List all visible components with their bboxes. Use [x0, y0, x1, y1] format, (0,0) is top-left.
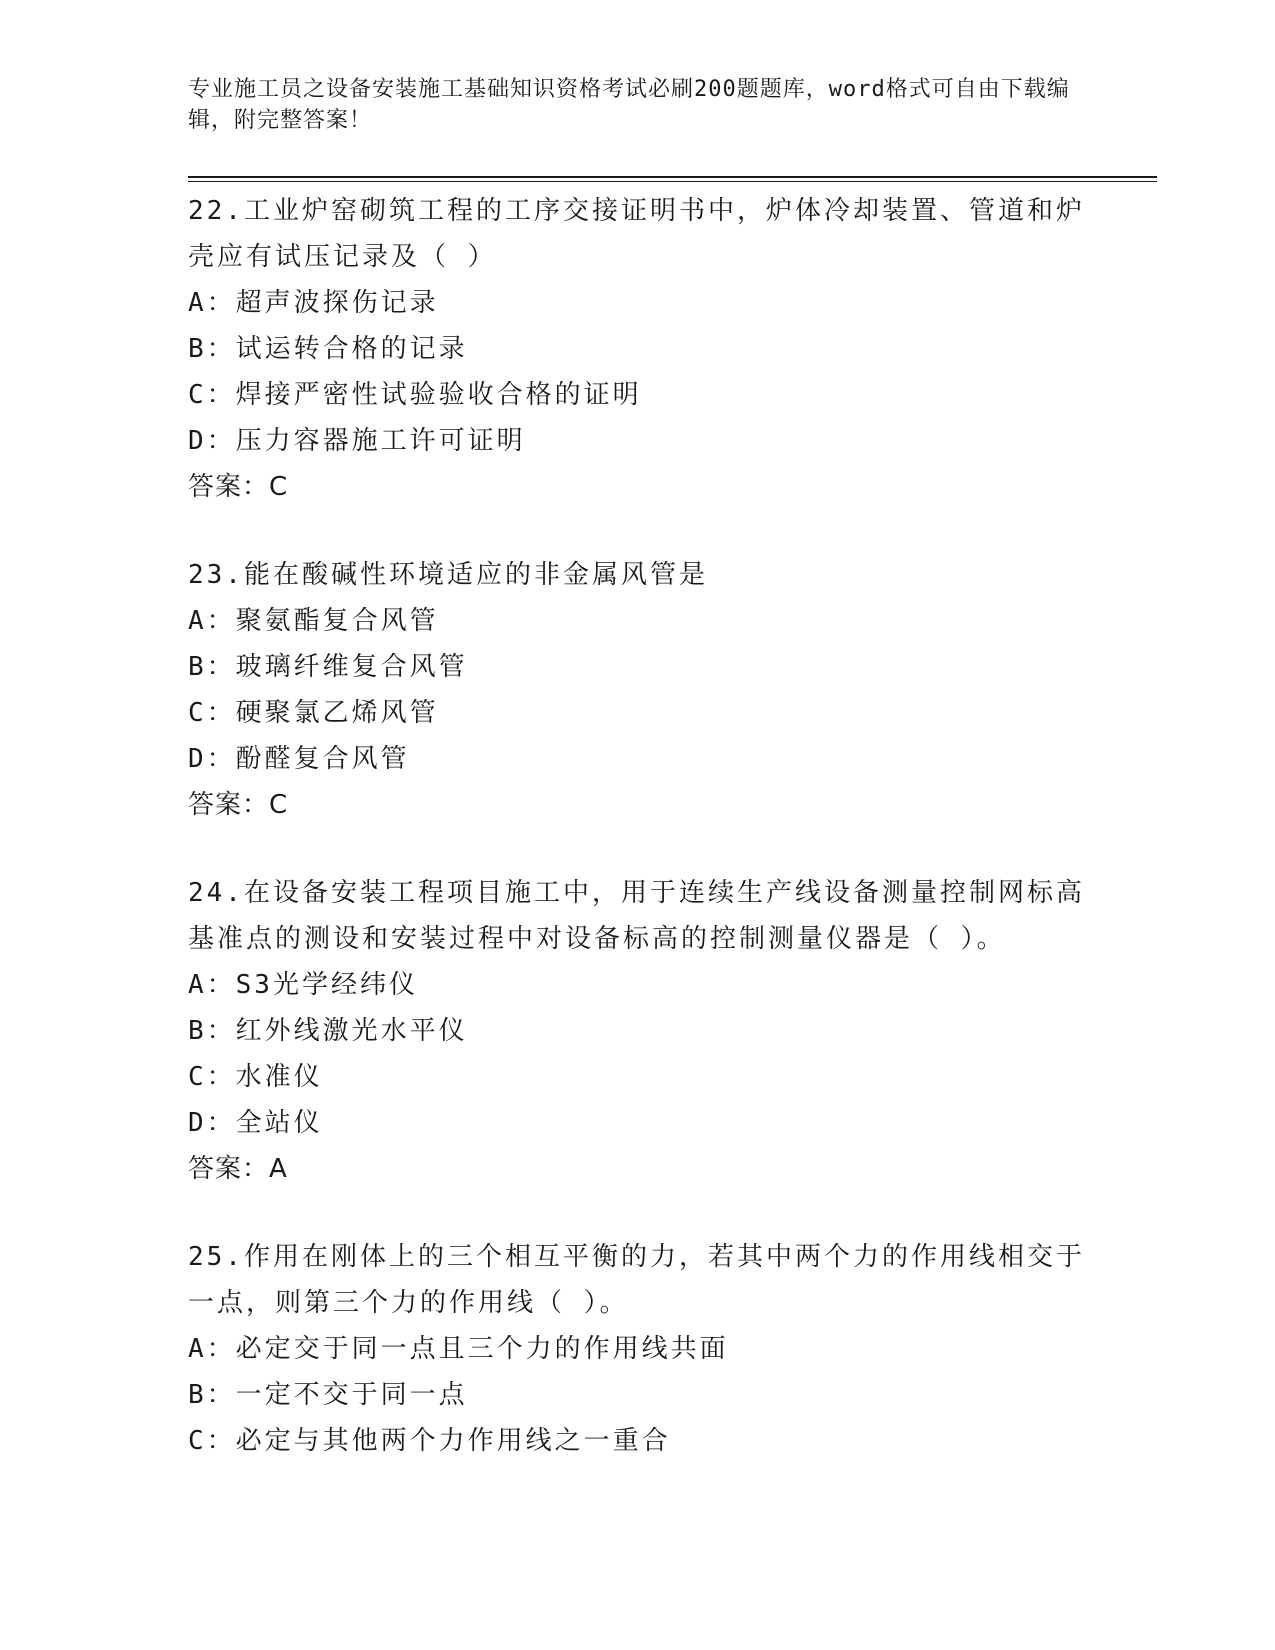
option-b: B：红外线激光水平仪 — [188, 1016, 468, 1046]
question-stem: 24.在设备安装工程项目施工中，用于连续生产线设备测量控制网标高基准点的测设和安装过程中对设备标高的控制测量仪器是（ ）。 — [188, 878, 1085, 954]
option-a: A：必定交于同一点且三个力的作用线共面 — [188, 1334, 729, 1364]
question-stem: 23.能在酸碱性环境适应的非金属风管是 — [188, 560, 708, 590]
option-d: D：压力容器施工许可证明 — [188, 426, 526, 456]
option-a: A：S3光学经纬仪 — [188, 970, 418, 1000]
answer: 答案：C — [188, 472, 289, 502]
option-c: C：硬聚氯乙烯风管 — [188, 698, 439, 728]
header-divider-thick — [188, 176, 1157, 178]
option-b: B：一定不交于同一点 — [188, 1380, 468, 1410]
option-a: A：聚氨酯复合风管 — [188, 606, 439, 636]
option-b: B：试运转合格的记录 — [188, 334, 468, 364]
question-24 — [188, 870, 1088, 1192]
option-d: D：酚醛复合风管 — [188, 744, 410, 774]
answer: 答案：C — [188, 790, 289, 820]
question-22 — [188, 188, 1088, 510]
option-b: B：玻璃纤维复合风管 — [188, 652, 468, 682]
answer: 答案：A — [188, 1154, 288, 1184]
option-a: A：超声波探伤记录 — [188, 288, 439, 318]
question-stem: 22.工业炉窑砌筑工程的工序交接证明书中，炉体冷却装置、管道和炉壳应有试压记录及（ ） — [188, 196, 1085, 272]
question-list — [188, 188, 1088, 1506]
option-d: D：全站仪 — [188, 1108, 323, 1138]
option-c: C：焊接严密性试验验收合格的证明 — [188, 380, 642, 410]
option-c: C：必定与其他两个力作用线之一重合 — [188, 1426, 671, 1456]
question-23 — [188, 552, 1088, 828]
option-c: C：水准仪 — [188, 1062, 323, 1092]
header-divider-thin — [188, 181, 1157, 182]
page-header: 专业施工员之设备安装施工基础知识资格考试必刷200题题库，word格式可自由下载编辑，附完整答案！ — [188, 77, 1070, 133]
question-25 — [188, 1234, 1088, 1464]
question-stem: 25.作用在刚体上的三个相互平衡的力，若其中两个力的作用线相交于一点，则第三个力的作用线（ ）。 — [188, 1242, 1085, 1318]
